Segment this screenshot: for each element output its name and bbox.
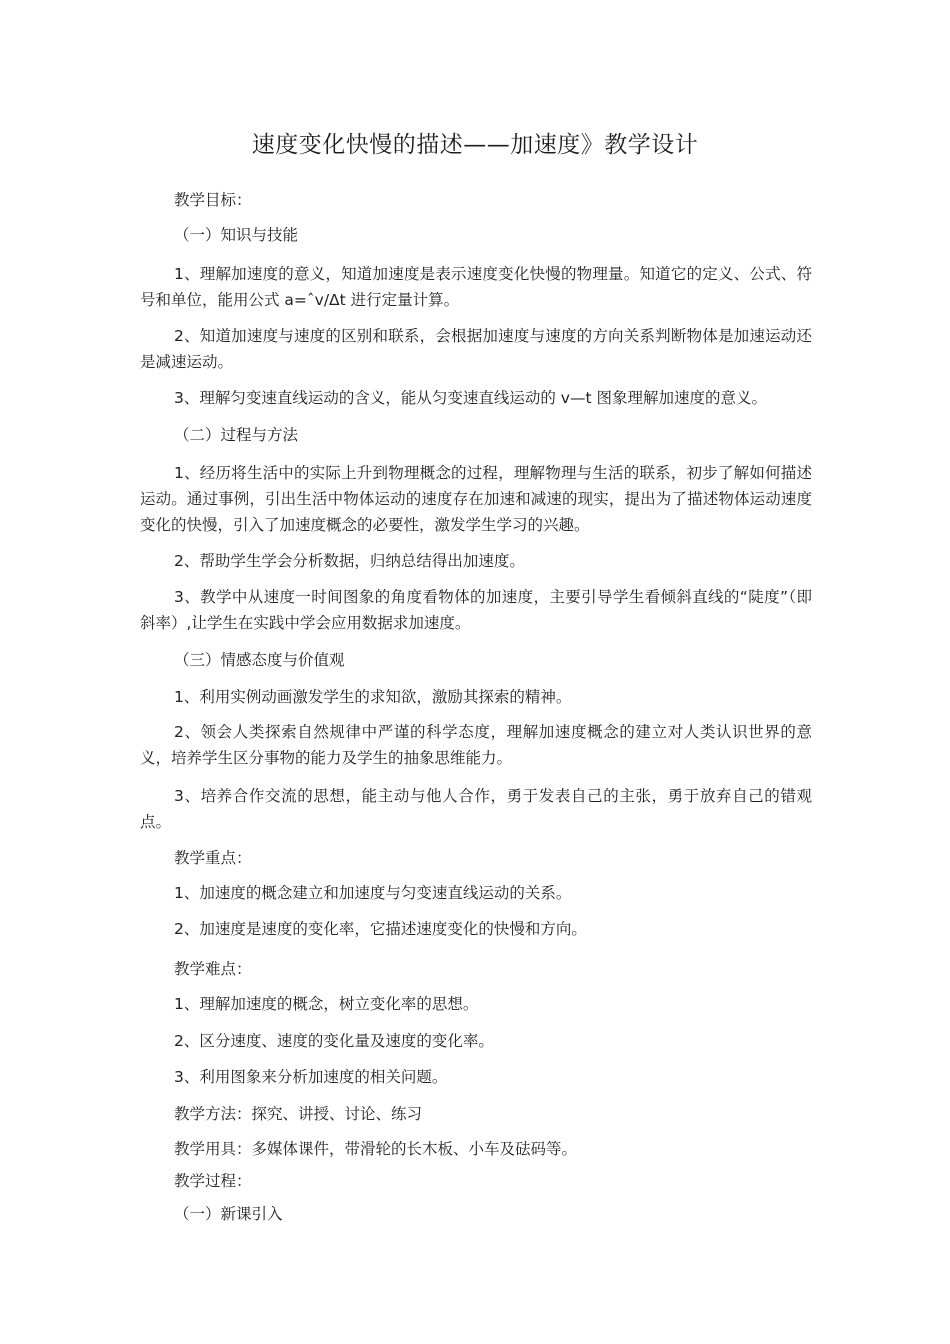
- process-item-1: 1、经历将生活中的实际上升到物理概念的过程，理解物理与生活的联系，初步了解如何描述运动。通过事例，引出生活中物体运动的速度存在加速和减速的现实，提出为了描述物体运动速度变化的快慢，引入了加速度概念的必要性，激发学生学习的兴趣。: [140, 464, 812, 534]
- knowledge-item-1: 1、理解加速度的意义，知道加速度是表示速度变化快慢的物理量。知道它的定义、公式、符号和单位，能用公式 a=ˆv/Δt 进行定量计算。: [140, 265, 812, 309]
- process-item-3: 3、教学中从速度一时间图象的角度看物体的加速度，主要引导学生看倾斜直线的“陡度”（即斜率）,让学生在实践中学会应用数据求加速度。: [140, 588, 812, 632]
- attitude-item-2: 2、领会人类探索自然规律中严谨的科学态度，理解加速度概念的建立对人类认识世界的意义，培养学生区分事物的能力及学生的抽象思维能力。: [140, 723, 812, 767]
- difficulty-item-2: 2、区分速度、速度的变化量及速度的变化率。: [174, 1032, 494, 1050]
- process-section-intro: （一）新课引入: [174, 1205, 283, 1223]
- section-process-heading: （二）过程与方法: [174, 426, 299, 444]
- teaching-methods: 教学方法：探究、讲授、讨论、练习: [174, 1105, 423, 1123]
- difficulty-item-1: 1、理解加速度的概念，树立变化率的思想。: [174, 995, 479, 1013]
- section-knowledge-heading: （一）知识与技能: [174, 226, 299, 244]
- knowledge-item-3: 3、理解匀变速直线运动的含义，能从匀变速直线运动的 v—t 图象理解加速度的意义。: [174, 389, 767, 407]
- document-title: 速度变化快慢的描述——加速度》教学设计: [251, 132, 699, 158]
- section-attitude-heading: （三）情感态度与价值观: [174, 651, 345, 669]
- key-points-heading: 教学重点：: [174, 849, 252, 867]
- difficulty-heading: 教学难点：: [174, 960, 252, 978]
- attitude-item-3: 3、培养合作交流的思想，能主动与他人合作，勇于发表自己的主张，勇于放弃自己的错观点。: [140, 787, 812, 831]
- objectives-heading: 教学目标：: [174, 191, 252, 209]
- knowledge-item-2: 2、知道加速度与速度的区别和联系，会根据加速度与速度的方向关系判断物体是加速运动还是减速运动。: [140, 327, 812, 371]
- teaching-process-heading: 教学过程：: [174, 1172, 252, 1190]
- attitude-item-1: 1、利用实例动画激发学生的求知欲，激励其探索的精神。: [174, 688, 572, 706]
- key-point-item-2: 2、加速度是速度的变化率，它描述速度变化的快慢和方向。: [174, 920, 587, 938]
- key-point-item-1: 1、加速度的概念建立和加速度与匀变速直线运动的关系。: [174, 884, 572, 902]
- difficulty-item-3: 3、利用图象来分析加速度的相关问题。: [174, 1068, 448, 1086]
- process-item-2: 2、帮助学生学会分析数据，归纳总结得出加速度。: [174, 552, 525, 570]
- teaching-tools: 教学用具：多媒体课件，带滑轮的长木板、小车及砝码等。: [174, 1140, 578, 1158]
